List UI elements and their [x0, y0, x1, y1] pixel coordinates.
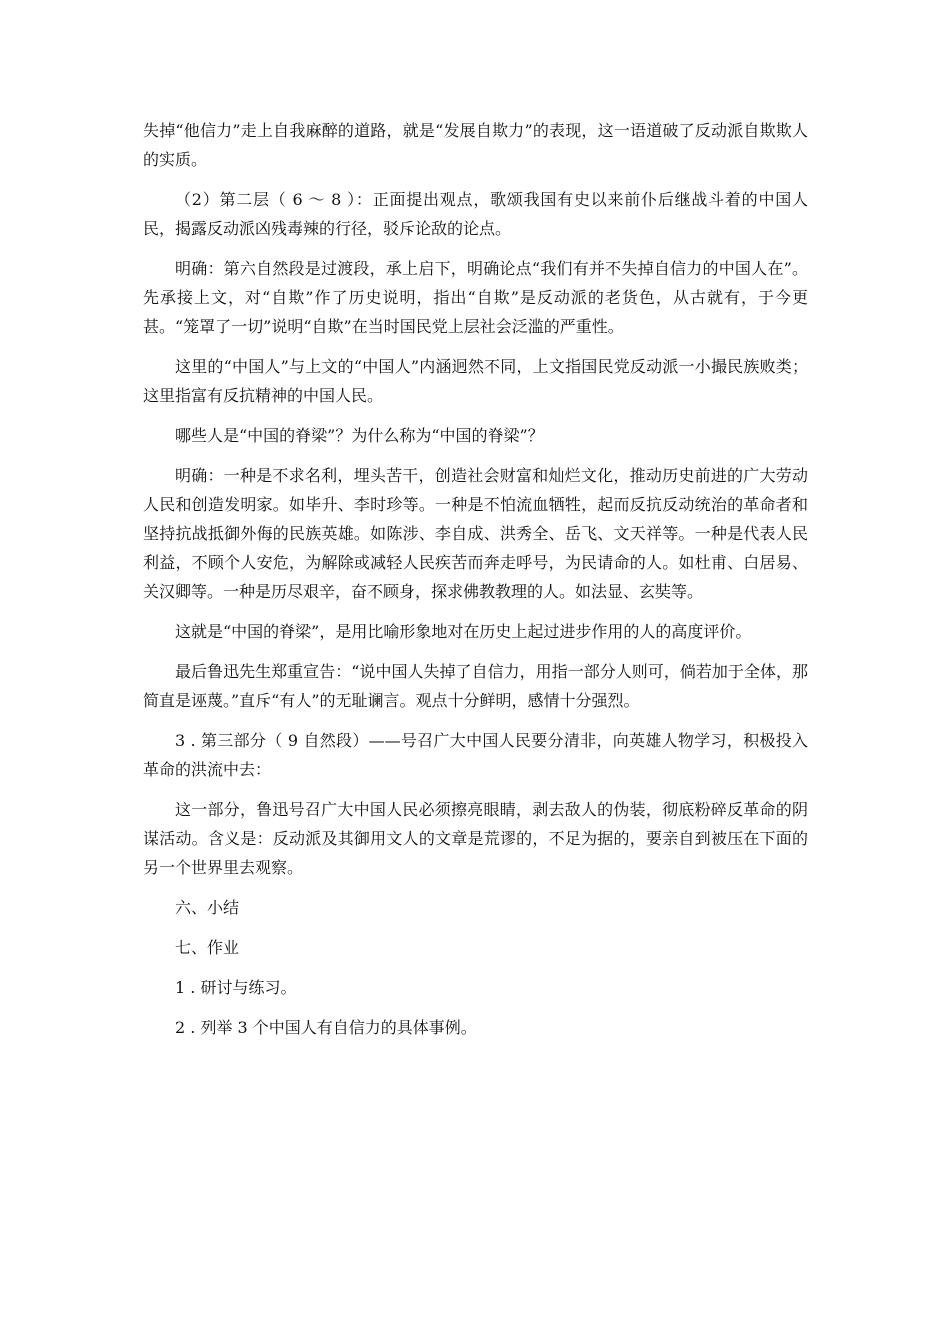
paragraph-1: 失掉“他信力”走上自我麻醉的道路，就是“发展自欺力”的表现，这一语道破了反动派自欺欺人的实质。 [143, 121, 808, 169]
section-heading-summary: 六、小结 [175, 898, 240, 917]
paragraph-9: 3 . 第三部分（ 9 自然段）——号召广大中国人民要分清非，向英雄人物学习，积极投入革命的洪流中去： [143, 731, 808, 779]
paragraph-5: 哪些人是“中国的脊梁”？为什么称为“中国的脊梁”？ [175, 426, 544, 445]
paragraph-4: 这里的“中国人”与上文的“中国人”内涵迥然不同，上文指国民党反动派一小撮民族败类；这里指富有反抗精神的中国人民。 [143, 357, 808, 405]
homework-item-2: 2 . 列举 3 个中国人有自信力的具体事例。 [175, 1018, 477, 1037]
paragraph-8: 最后鲁迅先生郑重宣告：“说中国人失掉了自信力，用指一部分人则可，倘若加于全体，那简直是诬蔑。”直斥“有人”的无耻谰言。观点十分鲜明，感情十分强烈。 [143, 662, 808, 710]
section-heading-homework: 七、作业 [175, 938, 240, 957]
paragraph-10: 这一部分，鲁迅号召广大中国人民必须擦亮眼睛，剥去敌人的伪装，彻底粉碎反革命的阴谋活动。含义是：反动派及其御用文人的文章是荒谬的，不足为据的，要亲自到被压在下面的另一个世界里去观察。 [143, 800, 808, 877]
document-body [143, 116, 808, 1053]
paragraph-2: （2）第二层（ 6 ～ 8 ）：正面提出观点，歌颂我国有史以来前仆后继战斗着的中国人民，揭露反动派凶残毒辣的行径，驳斥论敌的论点。 [143, 190, 808, 238]
paragraph-7: 这就是“中国的脊梁”，是用比喻形象地对在历史上起过进步作用的人的高度评价。 [175, 622, 752, 641]
homework-item-1: 1 . 研讨与练习。 [175, 978, 297, 997]
paragraph-3: 明确：第六自然段是过渡段，承上启下，明确论点“我们有并不失掉自信力的中国人在”。先承接上文，对“自欺”作了历史说明，指出“自欺”是反动派的老货色，从古就有，于今更甚。“笼罩了一切”说明“自欺”在当时国民党上层社会泛滥的严重性。 [143, 259, 808, 336]
paragraph-6: 明确：一种是不求名利，埋头苦干，创造社会财富和灿烂文化，推动历史前进的广大劳动人民和创造发明家。如毕升、李时珍等。一种是不怕流血牺牲，起而反抗反动统治的革命者和坚持抗战抵御外侮的民族英雄。如陈涉、李自成、洪秀全、岳飞、文天祥等。一种是代表人民利益，不顾个人安危，为解除或减轻人民疾苦而奔走呼号，为民请命的人。如杜甫、白居易、关汉卿等。一种是历尽艰辛，奋不顾身，探求佛教教理的人。如法显、玄奘等。 [143, 466, 808, 601]
